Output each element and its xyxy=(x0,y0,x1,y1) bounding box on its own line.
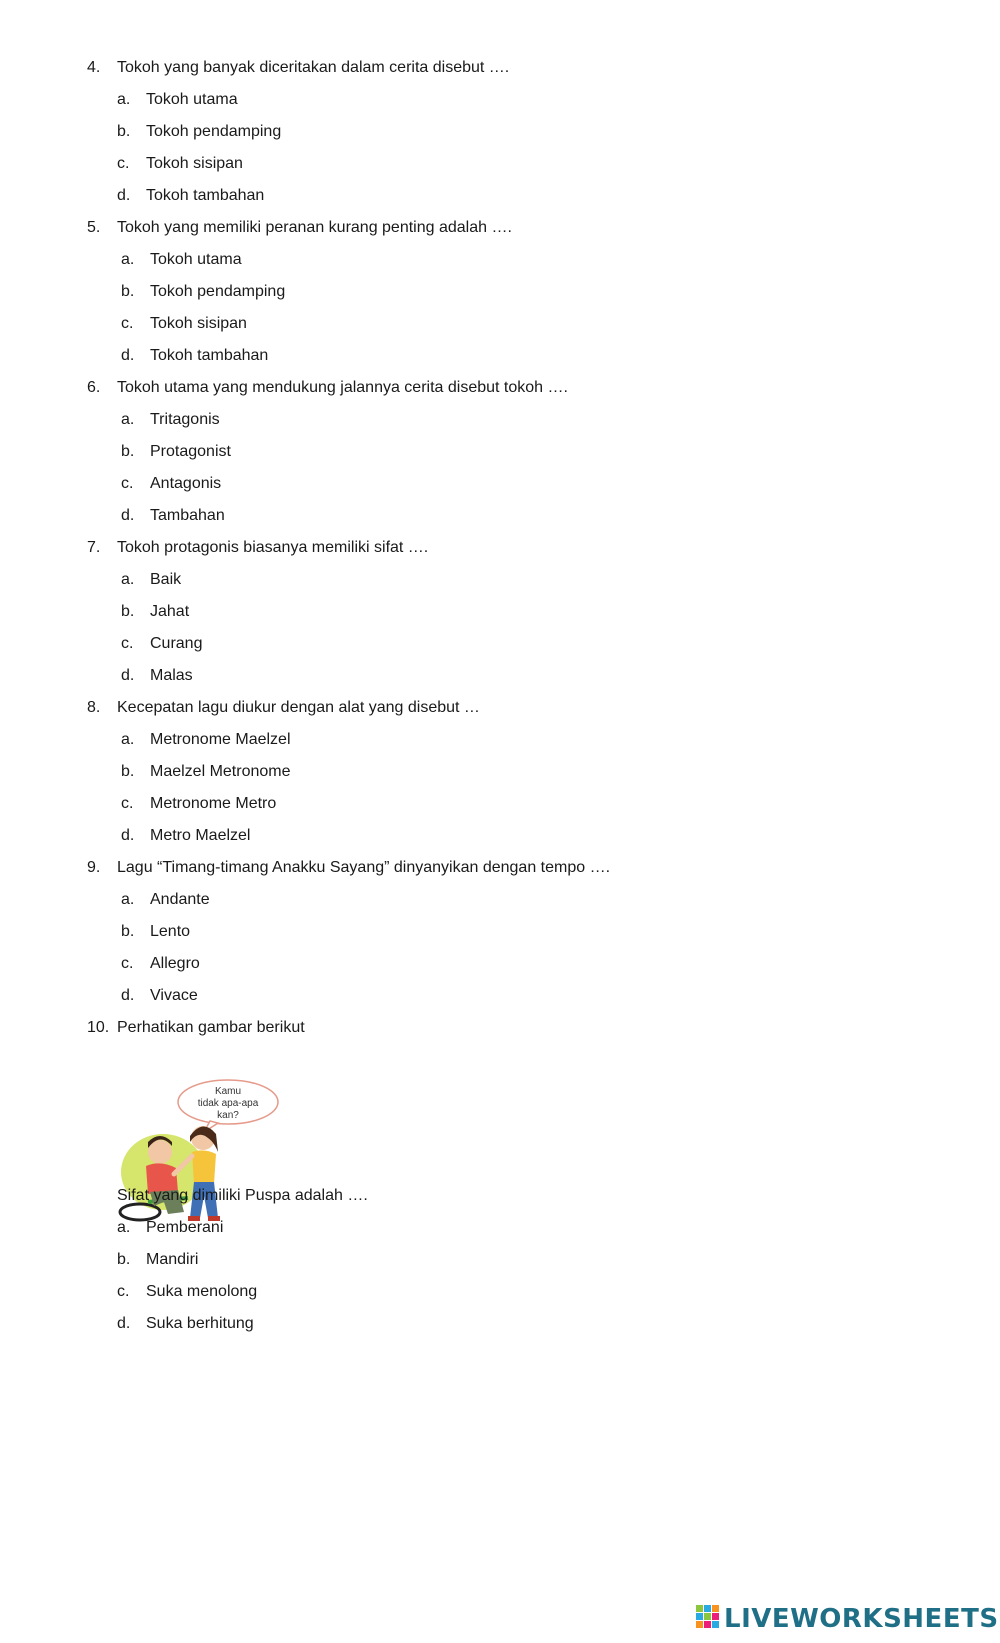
option-text: Tokoh tambahan xyxy=(150,347,269,364)
option-text: Baik xyxy=(150,571,182,588)
option-text: Tritagonis xyxy=(150,411,220,428)
option-text: Metro Maelzel xyxy=(150,827,251,844)
option-letter: a. xyxy=(121,251,135,268)
speech-bubble-line: Kamu xyxy=(214,1086,242,1097)
option-letter: d. xyxy=(121,827,135,844)
option-letter: d. xyxy=(121,347,135,364)
option-letter: b. xyxy=(117,123,131,140)
option-text: Tokoh utama xyxy=(150,251,242,268)
option-text: Antagonis xyxy=(150,475,222,492)
option-letter: b. xyxy=(121,443,135,460)
option-text: Allegro xyxy=(150,955,200,972)
option-letter: a. xyxy=(117,91,131,108)
question-number: 6. xyxy=(87,379,101,396)
question-number: 8. xyxy=(87,699,101,716)
option-letter: d. xyxy=(121,987,135,1004)
option-text: Jahat xyxy=(150,603,190,620)
question-number: 9. xyxy=(87,859,101,876)
option-text: Pemberani xyxy=(146,1219,224,1236)
option-text: Malas xyxy=(150,667,193,684)
option-letter: b. xyxy=(121,603,135,620)
option-letter: c. xyxy=(117,155,130,172)
liveworksheets-logo xyxy=(696,1602,999,1636)
option-letter: a. xyxy=(117,1219,131,1236)
option-letter: b. xyxy=(121,763,135,780)
option-letter: c. xyxy=(121,795,134,812)
option-text: Protagonist xyxy=(150,443,231,460)
option-text: Vivace xyxy=(150,987,198,1004)
speech-bubble-line: kan? xyxy=(217,1110,239,1121)
question-text: Tokoh protagonis biasanya memiliki sifat …. xyxy=(117,539,429,556)
children-helping-illustration xyxy=(118,1072,288,1230)
option-letter: b. xyxy=(121,283,135,300)
option-text: Andante xyxy=(150,891,210,908)
option-text: Tambahan xyxy=(150,507,225,524)
option-letter: c. xyxy=(117,1283,130,1300)
option-text: Metronome Metro xyxy=(150,795,277,812)
option-text: Tokoh pendamping xyxy=(146,123,282,140)
option-text: Suka berhitung xyxy=(146,1315,254,1332)
option-letter: c. xyxy=(121,955,134,972)
question-number: 4. xyxy=(87,59,101,76)
option-letter: b. xyxy=(117,1251,131,1268)
speech-bubble-line: tidak apa-apa xyxy=(197,1098,259,1109)
option-letter: d. xyxy=(117,187,131,204)
option-letter: a. xyxy=(121,411,135,428)
option-text: Mandiri xyxy=(146,1251,199,1268)
question-text: Tokoh utama yang mendukung jalannya cerita disebut tokoh …. xyxy=(117,379,568,396)
option-letter: d. xyxy=(117,1315,131,1332)
option-letter: a. xyxy=(121,571,135,588)
question-number: 5. xyxy=(87,219,101,236)
question-text: Kecepatan lagu diukur dengan alat yang disebut … xyxy=(117,699,480,716)
option-text: Suka menolong xyxy=(146,1283,258,1300)
option-text: Tokoh utama xyxy=(146,91,238,108)
option-letter: a. xyxy=(121,731,135,748)
option-text: Tokoh sisipan xyxy=(146,155,243,172)
question-number: 7. xyxy=(87,539,101,556)
option-letter: c. xyxy=(121,635,134,652)
option-text: Lento xyxy=(150,923,191,940)
question-text: Tokoh yang memiliki peranan kurang penting adalah …. xyxy=(117,219,512,236)
option-letter: d. xyxy=(121,507,135,524)
option-text: Tokoh tambahan xyxy=(146,187,265,204)
question-number: 10. xyxy=(87,1019,110,1036)
question-text: Perhatikan gambar berikut xyxy=(117,1019,305,1036)
question-text: Tokoh yang banyak diceritakan dalam cerita disebut …. xyxy=(117,59,510,76)
option-letter: c. xyxy=(121,475,134,492)
option-letter: a. xyxy=(121,891,135,908)
option-text: Maelzel Metronome xyxy=(150,763,291,780)
option-letter: b. xyxy=(121,923,135,940)
option-letter: c. xyxy=(121,315,134,332)
option-text: Curang xyxy=(150,635,203,652)
liveworksheets-logo-text: LIVEWORKSHEETS xyxy=(724,1604,999,1634)
question-prompt: Sifat yang dimiliki Puspa adalah …. xyxy=(117,1187,368,1204)
liveworksheets-logo-icon xyxy=(696,1605,720,1633)
question-text: Lagu “Timang-timang Anakku Sayang” dinyanyikan dengan tempo …. xyxy=(117,859,611,876)
option-text: Metronome Maelzel xyxy=(150,731,291,748)
option-text: Tokoh sisipan xyxy=(150,315,247,332)
option-text: Tokoh pendamping xyxy=(150,283,286,300)
option-letter: d. xyxy=(121,667,135,684)
